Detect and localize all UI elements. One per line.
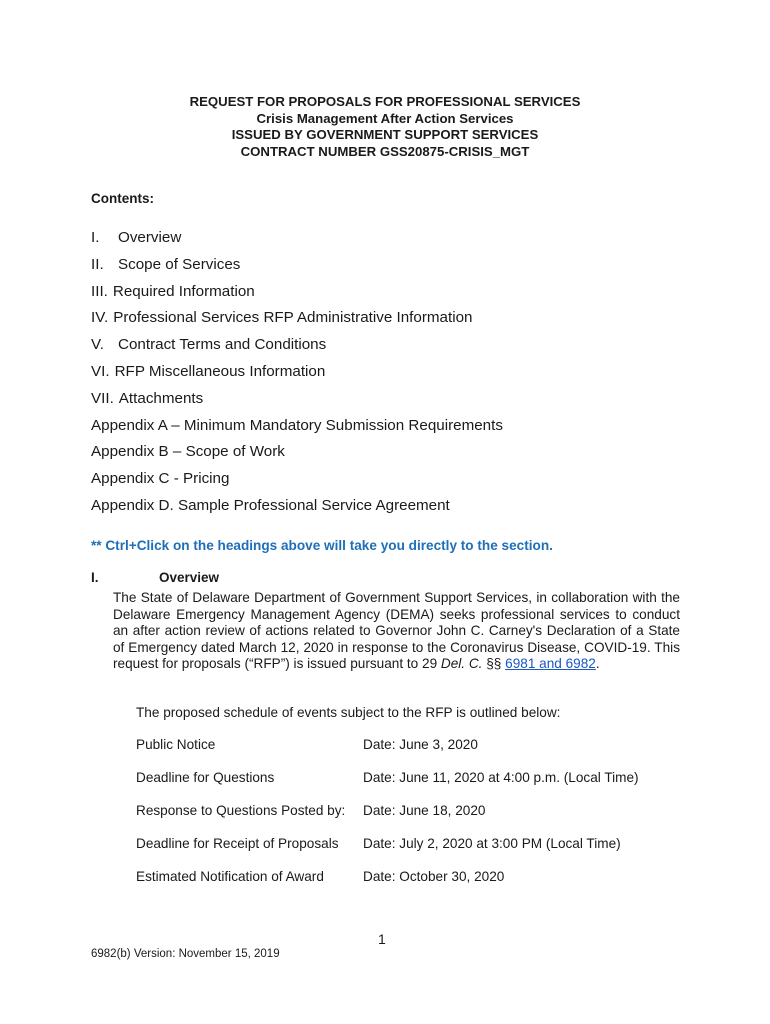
toc-label: RFP Miscellaneous Information xyxy=(114,362,326,380)
toc-item-scope[interactable] xyxy=(91,252,503,279)
paragraph-italic: Del. C. xyxy=(440,656,483,672)
toc-label: Professional Services RFP Administrative Information xyxy=(113,309,473,327)
schedule-date: Date: June 18, 2020 xyxy=(363,803,486,818)
page-number: 1 xyxy=(378,931,386,947)
table-of-contents xyxy=(91,225,503,520)
toc-item-administrative-information[interactable] xyxy=(91,305,503,332)
schedule-intro: The proposed schedule of events subject to the RFP is outlined below: xyxy=(136,705,561,720)
schedule-event: Deadline for Receipt of Proposals xyxy=(136,836,339,851)
footer-version: 6982(b) Version: November 15, 2019 xyxy=(91,948,280,960)
document-header xyxy=(0,94,770,160)
toc-label: Overview xyxy=(118,229,182,246)
section-title: Overview xyxy=(159,570,220,585)
toc-item-appendix-d[interactable] xyxy=(91,493,503,520)
toc-number: III. xyxy=(91,282,108,300)
toc-label: Appendix C - Pricing xyxy=(91,470,230,488)
toc-label: Appendix A – Minimum Mandatory Submission Requirements xyxy=(91,416,503,434)
section-number: I. xyxy=(91,570,99,585)
toc-item-attachments[interactable] xyxy=(91,386,503,413)
toc-number: II. xyxy=(91,255,104,273)
statute-link[interactable]: 6981 and 6982 xyxy=(505,656,596,672)
paragraph-text-symbol: §§ xyxy=(482,656,506,672)
toc-number: IV. xyxy=(91,309,109,327)
header-line-3: ISSUED BY GOVERNMENT SUPPORT SERVICES xyxy=(231,127,539,142)
navigation-note: ** Ctrl+Click on the headings above will take you directly to the section. xyxy=(91,538,553,553)
header-line-1: REQUEST FOR PROPOSALS FOR PROFESSIONAL SERVICES xyxy=(189,94,581,109)
paragraph-end: . xyxy=(595,656,600,672)
toc-number: VI. xyxy=(91,362,110,380)
toc-label: Appendix B – Scope of Work xyxy=(91,443,285,461)
toc-item-contract-terms[interactable] xyxy=(91,332,503,359)
schedule-date: Date: October 30, 2020 xyxy=(363,869,505,884)
toc-item-appendix-b[interactable] xyxy=(91,439,503,466)
contents-label: Contents: xyxy=(91,191,154,206)
schedule-date: Date: June 11, 2020 at 4:00 p.m. (Local Time) xyxy=(363,770,639,785)
header-line-2: Crisis Management After Action Services xyxy=(256,110,514,126)
schedule-date: Date: June 3, 2020 xyxy=(363,737,478,752)
paragraph-text: The State of Delaware Department of Government Support Services, in collaboration with the Delaware Emergency Management Agency (DEMA) seeks professional services to conduct an after action review of actions related to Governor John C. Carney's Declaration of a State of Emergency dated March 12, 2020 in response to the Coronavirus Disease, COVID-19. This request for proposals (“RFP”) is issued pursuant to 29 xyxy=(113,590,680,672)
toc-label: Required Information xyxy=(112,282,255,300)
toc-item-overview[interactable] xyxy=(91,225,503,252)
schedule-date: Date: July 2, 2020 at 3:00 PM (Local Time) xyxy=(363,836,621,851)
toc-number: VII. xyxy=(91,389,114,407)
toc-label: Contract Terms and Conditions xyxy=(118,336,327,354)
schedule-event: Estimated Notification of Award xyxy=(136,869,324,884)
overview-paragraph xyxy=(113,590,680,673)
toc-number: V. xyxy=(91,336,104,354)
schedule-event: Public Notice xyxy=(136,737,216,752)
toc-label: Appendix D. Sample Professional Service Agreement xyxy=(91,496,450,514)
header-line-4: CONTRACT NUMBER GSS20875-CRISIS_MGT xyxy=(240,143,530,159)
schedule-event: Response to Questions Posted by: xyxy=(136,803,346,818)
toc-item-required-information[interactable] xyxy=(91,279,503,306)
toc-number: I. xyxy=(91,229,100,246)
schedule-event: Deadline for Questions xyxy=(136,770,275,785)
toc-label: Attachments xyxy=(118,389,204,407)
toc-item-miscellaneous[interactable] xyxy=(91,359,503,386)
toc-label: Scope of Services xyxy=(118,255,241,273)
toc-item-appendix-a[interactable] xyxy=(91,413,503,440)
toc-item-appendix-c[interactable] xyxy=(91,466,503,493)
